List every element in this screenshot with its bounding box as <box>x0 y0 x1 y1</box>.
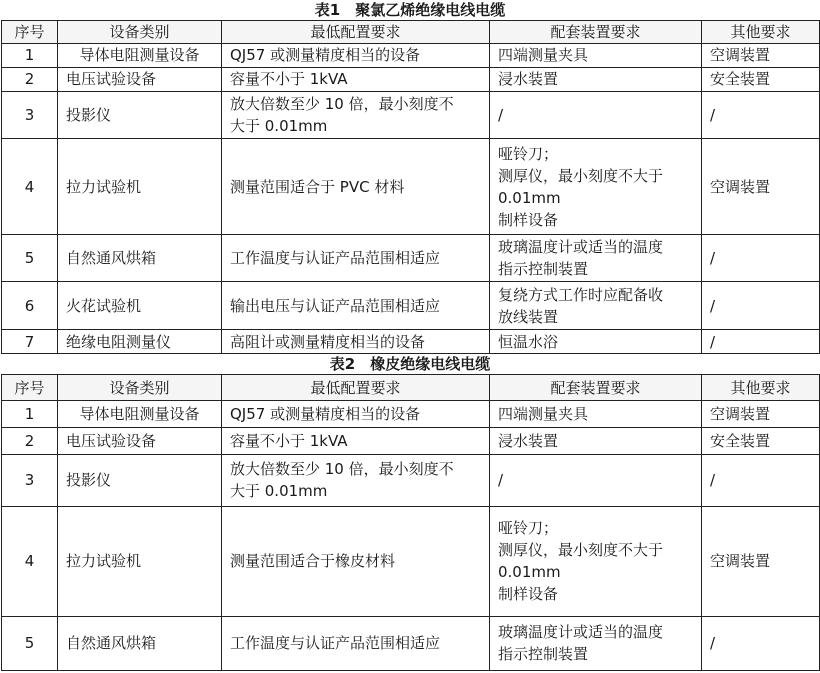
cell-other: / <box>702 455 820 507</box>
cell-aux: 玻璃温度计或适当的温度 指示控制装置 <box>490 234 702 282</box>
cell-no: 2 <box>2 67 58 91</box>
header-min-config: 最低配置要求 <box>222 375 490 401</box>
table-row <box>2 455 820 507</box>
cell-no: 7 <box>2 330 58 354</box>
cell-min-config: 工作温度与认证产品范围相适应 <box>222 616 490 670</box>
cell-min-config: QJ57 或测量精度相当的设备 <box>222 401 490 428</box>
cell-category: 投影仪 <box>58 91 222 139</box>
cell-aux: 四端测量夹具 <box>490 44 702 68</box>
cell-other: / <box>702 282 820 330</box>
cell-category: 自然通风烘箱 <box>58 234 222 282</box>
header-other: 其他要求 <box>702 375 820 401</box>
cell-min-config: 容量不小于 1kVA <box>222 67 490 91</box>
cell-min-config: 高阻计或测量精度相当的设备 <box>222 330 490 354</box>
header-aux: 配套装置要求 <box>490 375 702 401</box>
cell-no: 1 <box>2 401 58 428</box>
cell-category: 自然通风烘箱 <box>58 616 222 670</box>
header-no: 序号 <box>2 375 58 401</box>
table-row <box>2 428 820 455</box>
cell-aux: / <box>490 91 702 139</box>
cell-category: 导体电阻测量设备 <box>58 44 222 68</box>
table-row <box>2 330 820 354</box>
header-no: 序号 <box>2 21 58 44</box>
table2-caption: 表2 橡皮绝缘电线电缆 <box>329 355 491 373</box>
cell-no: 1 <box>2 44 58 68</box>
table-row <box>2 139 820 234</box>
table2-header-row <box>2 375 820 401</box>
table-row <box>2 91 820 139</box>
table1-caption: 表1 聚氯乙烯绝缘电线电缆 <box>314 1 506 19</box>
cell-no: 5 <box>2 234 58 282</box>
table-row <box>2 282 820 330</box>
cell-no: 4 <box>2 139 58 234</box>
cell-min-config: 输出电压与认证产品范围相适应 <box>222 282 490 330</box>
table1 <box>1 20 820 354</box>
header-aux: 配套装置要求 <box>490 21 702 44</box>
cell-aux: 哑铃刀； 测厚仪，最小刻度不大于 0.01mm 制样设备 <box>490 506 702 616</box>
table-row <box>2 44 820 68</box>
cell-aux: 哑铃刀； 测厚仪，最小刻度不大于 0.01mm 制样设备 <box>490 139 702 234</box>
table-row <box>2 506 820 616</box>
cell-other: / <box>702 234 820 282</box>
table-row <box>2 234 820 282</box>
cell-other: 空调装置 <box>702 401 820 428</box>
table-row <box>2 401 820 428</box>
cell-no: 2 <box>2 428 58 455</box>
cell-other: 空调装置 <box>702 506 820 616</box>
cell-no: 6 <box>2 282 58 330</box>
cell-min-config: 放大倍数至少 10 倍，最小刻度不 大于 0.01mm <box>222 91 490 139</box>
cell-aux: / <box>490 455 702 507</box>
cell-category: 拉力试验机 <box>58 139 222 234</box>
header-category: 设备类别 <box>58 21 222 44</box>
cell-other: 安全装置 <box>702 428 820 455</box>
cell-category: 火花试验机 <box>58 282 222 330</box>
table-row <box>2 67 820 91</box>
table1-header-row <box>2 21 820 44</box>
cell-aux: 四端测量夹具 <box>490 401 702 428</box>
cell-aux: 复绕方式工作时应配备收 放线装置 <box>490 282 702 330</box>
cell-other: 空调装置 <box>702 44 820 68</box>
cell-category: 投影仪 <box>58 455 222 507</box>
cell-aux: 浸水装置 <box>490 67 702 91</box>
table-row <box>2 616 820 670</box>
cell-other: / <box>702 330 820 354</box>
cell-category: 电压试验设备 <box>58 428 222 455</box>
header-min-config: 最低配置要求 <box>222 21 490 44</box>
cell-category: 导体电阻测量设备 <box>58 401 222 428</box>
header-other: 其他要求 <box>702 21 820 44</box>
cell-aux: 恒温水浴 <box>490 330 702 354</box>
cell-no: 4 <box>2 506 58 616</box>
cell-other: 空调装置 <box>702 139 820 234</box>
cell-no: 3 <box>2 455 58 507</box>
table2-section <box>0 354 820 671</box>
cell-other: 安全装置 <box>702 67 820 91</box>
cell-aux: 浸水装置 <box>490 428 702 455</box>
cell-min-config: 测量范围适合于橡皮材料 <box>222 506 490 616</box>
cell-no: 5 <box>2 616 58 670</box>
cell-other: / <box>702 91 820 139</box>
cell-min-config: 工作温度与认证产品范围相适应 <box>222 234 490 282</box>
cell-category: 拉力试验机 <box>58 506 222 616</box>
cell-category: 电压试验设备 <box>58 67 222 91</box>
cell-min-config: 测量范围适合于 PVC 材料 <box>222 139 490 234</box>
header-category: 设备类别 <box>58 375 222 401</box>
cell-min-config: 容量不小于 1kVA <box>222 428 490 455</box>
cell-other: / <box>702 616 820 670</box>
cell-min-config: 放大倍数至少 10 倍，最小刻度不 大于 0.01mm <box>222 455 490 507</box>
cell-no: 3 <box>2 91 58 139</box>
table2 <box>1 374 820 671</box>
cell-min-config: QJ57 或测量精度相当的设备 <box>222 44 490 68</box>
cell-aux: 玻璃温度计或适当的温度 指示控制装置 <box>490 616 702 670</box>
cell-category: 绝缘电阻测量仪 <box>58 330 222 354</box>
